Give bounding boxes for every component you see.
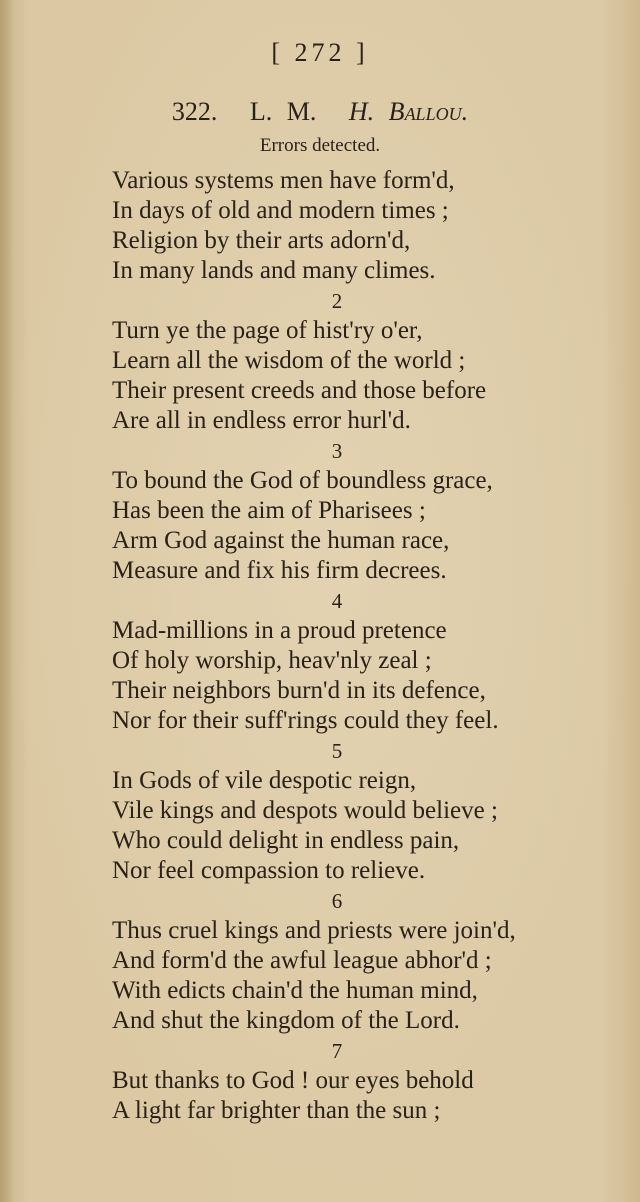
verse-line: In days of old and modern times ; [112, 197, 449, 224]
stanza-number: 7 [331, 1039, 343, 1063]
hymn-author: H. Ballou. [348, 97, 469, 126]
verse-line: Various systems men have form'd, [112, 167, 455, 194]
verse-line: Turn ye the page of hist'ry o'er, [112, 317, 423, 344]
stanza-number: 2 [331, 289, 343, 313]
verse-line: In many lands and many climes. [112, 257, 436, 284]
stanza-number: 5 [331, 739, 343, 763]
verse-line: Their present creeds and those before [112, 377, 487, 404]
verse-line: Measure and fix his firm decrees. [112, 557, 447, 584]
hymn-meter: L. M. [249, 97, 317, 126]
verse-line: Vile kings and despots would believe ; [112, 797, 498, 824]
verse-line: And form'd the awful league abhor'd ; [112, 947, 492, 974]
stanza [112, 886, 582, 1036]
verse-line: Learn all the wisdom of the world ; [112, 347, 466, 374]
stanza [112, 586, 582, 736]
verse-line: Mad-millions in a proud pretence [112, 617, 447, 644]
hymn-header [0, 97, 640, 127]
verse-line: Arm God against the human race, [112, 527, 450, 554]
page-number: [ 272 ] [271, 38, 369, 67]
stanza [112, 1036, 582, 1126]
verse-line: Has been the aim of Pharisees ; [112, 497, 426, 524]
verse-line: Of holy worship, heav'nly zeal ; [112, 647, 432, 674]
verse-line: Who could delight in endless pain, [112, 827, 460, 854]
verse-line: Their neighbors burn'd in its defence, [112, 677, 486, 704]
verse-line: Religion by their arts adorn'd, [112, 227, 411, 254]
verse-line: In Gods of vile despotic reign, [112, 767, 417, 794]
verse-line: A light far brighter than the sun ; [112, 1097, 441, 1124]
stanza [112, 286, 582, 436]
verse-line: Nor feel compassion to relieve. [112, 857, 426, 884]
stanza [112, 736, 582, 886]
verse-line: And shut the kingdom of the Lord. [112, 1007, 460, 1034]
hymn-number: 322. [171, 97, 218, 126]
verse-line: Nor for their suff'rings could they feel. [112, 707, 499, 734]
hymn-subtitle: Errors detected. [259, 135, 381, 156]
hymn-text [112, 166, 582, 1126]
verse-line: With edicts chain'd the human mind, [112, 977, 478, 1004]
page-binding-edge [0, 0, 14, 1202]
stanza [112, 166, 582, 286]
stanza-number: 4 [331, 589, 343, 613]
verse-line: Are all in endless error hurl'd. [112, 407, 411, 434]
stanza-number: 6 [331, 889, 343, 913]
stanza [112, 436, 582, 586]
stanza-number: 3 [331, 439, 343, 463]
verse-line: To bound the God of boundless grace, [112, 467, 493, 494]
verse-line: But thanks to God ! our eyes behold [112, 1067, 474, 1094]
verse-line: Thus cruel kings and priests were join'd, [112, 917, 516, 944]
